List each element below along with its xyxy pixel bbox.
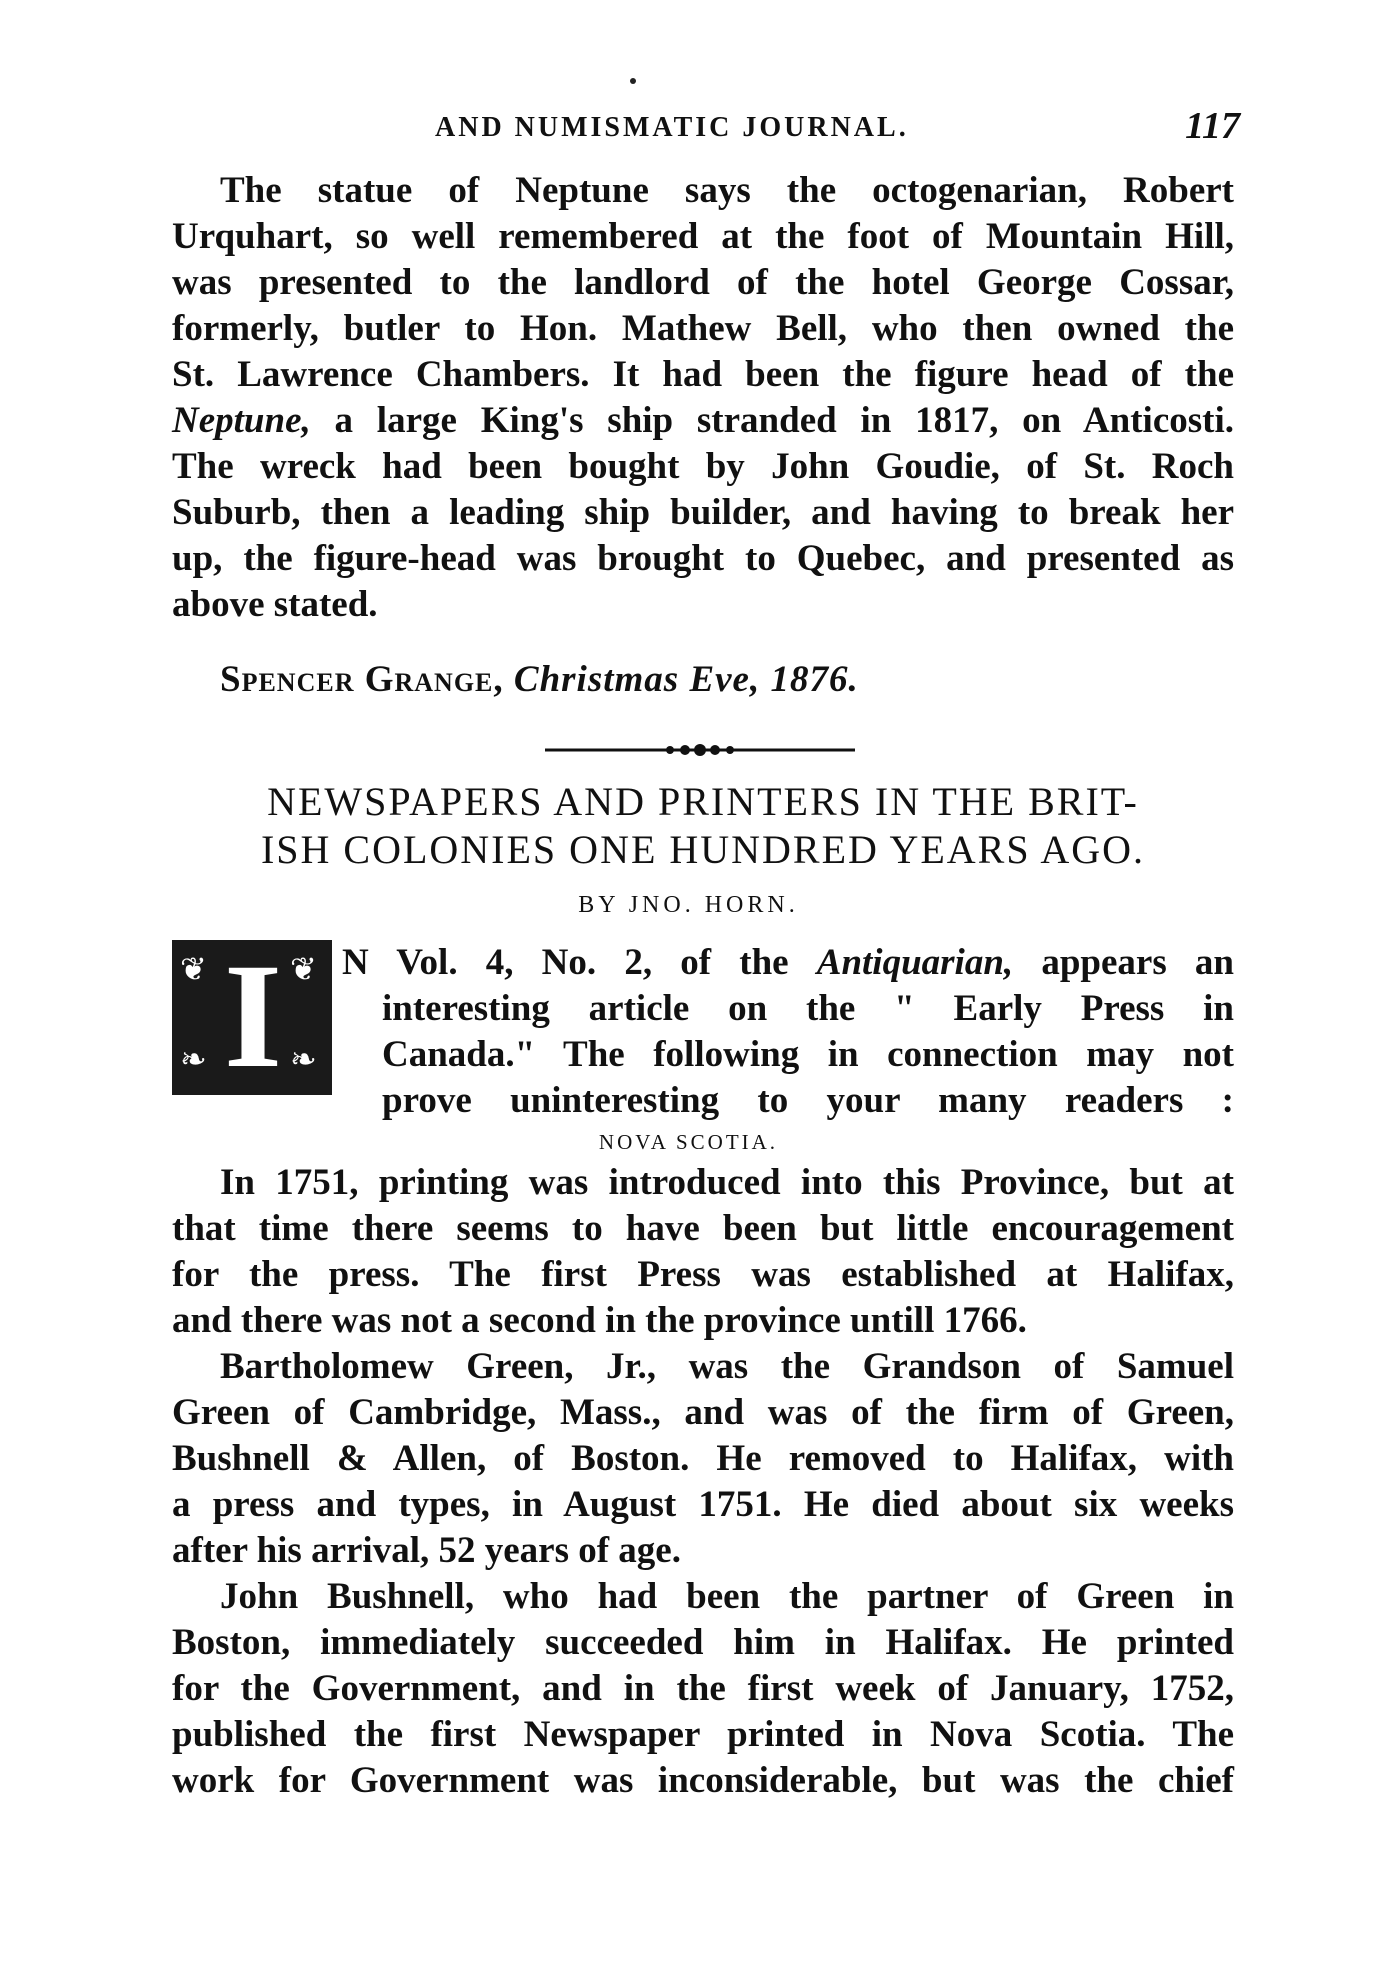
ship-name: Neptune, xyxy=(172,400,311,441)
text-line: interesting article on the " Early Press in xyxy=(382,988,1234,1029)
text-line: Boston, immediately succeeded him in Halifax. He printed xyxy=(172,1622,1234,1663)
signature-occasion: Christmas Eve, xyxy=(513,659,761,700)
article-byline: BY JNO. HORN. xyxy=(578,892,799,918)
text-line: Bartholomew Green, Jr., was the Grandson of Samuel xyxy=(220,1346,1234,1387)
text-line: Suburb, then a leading ship builder, and having to break her xyxy=(172,492,1234,533)
signature-year: 1876. xyxy=(770,659,859,700)
text-line: up, the figure-head was brought to Quebec, and presented as xyxy=(172,538,1234,579)
drop-cap-letter: I xyxy=(223,933,283,1099)
text-line: and there was not a second in the province untill 1766. xyxy=(172,1300,1027,1341)
text-line: for the Government, and in the first week of January, 1752, xyxy=(172,1668,1234,1709)
article-lead xyxy=(342,940,1234,1124)
text-line: after his arrival, 52 years of age. xyxy=(172,1530,681,1571)
signature-line xyxy=(220,658,859,701)
text-line: for the press. The first Press was established at Halifax, xyxy=(172,1254,1234,1295)
text-line: The statue of Neptune says the octogenarian, Robert xyxy=(220,170,1234,211)
article-title xyxy=(172,778,1234,874)
text-line: above stated. xyxy=(172,584,378,625)
text-line: was presented to the landlord of the hotel George Cossar, xyxy=(172,262,1234,303)
journal-title: Antiquarian, xyxy=(816,942,1014,983)
text-line: The wreck had been bought by John Goudie, of St. Roch xyxy=(172,446,1234,487)
article-title-line: NEWSPAPERS AND PRINTERS IN THE BRIT- xyxy=(267,779,1139,824)
page-number: 117 xyxy=(1185,105,1240,147)
text-line xyxy=(342,940,1234,986)
running-title: AND NUMISMATIC JOURNAL. xyxy=(435,112,909,143)
text-line: Green of Cambridge, Mass., and was of the firm of Green, xyxy=(172,1392,1234,1433)
text-line: a press and types, in August 1751. He died about six weeks xyxy=(172,1484,1234,1525)
ink-speck xyxy=(630,78,636,84)
article-title-line: ISH COLONIES ONE HUNDRED YEARS AGO. xyxy=(260,827,1146,872)
paragraph-nova-scotia-1 xyxy=(172,1160,1234,1344)
text-line: Urquhart, so well remembered at the foot of Mountain Hill, xyxy=(172,216,1234,257)
text-line: Bushnell & Allen, of Boston. He removed to Halifax, with xyxy=(172,1438,1234,1479)
text-line: John Bushnell, who had been the partner of Green in xyxy=(220,1576,1234,1617)
lead-text-b: appears an xyxy=(1041,942,1235,983)
leaf-ornament-icon: ❧ xyxy=(290,1041,317,1077)
text-line-rest: a large King's ship stranded in 1817, on Anticosti. xyxy=(334,400,1234,441)
text-line xyxy=(172,398,1234,444)
text-line: Canada." The following in connection may not xyxy=(382,1034,1234,1075)
text-line: In 1751, printing was introduced into this Province, but at xyxy=(220,1162,1234,1203)
leaf-ornament-icon: ❧ xyxy=(180,1041,207,1077)
lead-text-a: N Vol. 4, No. 2, of the xyxy=(342,942,789,983)
signature-place: Spencer Grange, xyxy=(220,659,504,700)
ornamental-divider xyxy=(545,740,855,760)
section-title: NOVA SCOTIA. xyxy=(598,1130,779,1154)
leaf-ornament-icon: ❦ xyxy=(180,951,207,987)
leaf-ornament-icon: ❦ xyxy=(290,951,317,987)
text-line: that time there seems to have been but little encouragement xyxy=(172,1208,1234,1249)
text-line: formerly, butler to Hon. Mathew Bell, who then owned the xyxy=(172,308,1234,349)
page-header xyxy=(170,100,1240,160)
text-line: published the first Newspaper printed in Nova Scotia. The xyxy=(172,1714,1234,1755)
drop-cap-ornament xyxy=(172,933,332,1099)
paragraph-neptune xyxy=(172,168,1234,628)
paragraph-nova-scotia-2 xyxy=(172,1344,1234,1574)
text-line: work for Government was inconsiderable, but was the chief xyxy=(172,1760,1234,1801)
text-line: prove uninteresting to your many readers : xyxy=(382,1080,1234,1121)
paragraph-nova-scotia-3 xyxy=(172,1574,1234,1804)
text-line: St. Lawrence Chambers. It had been the figure head of the xyxy=(172,354,1234,395)
